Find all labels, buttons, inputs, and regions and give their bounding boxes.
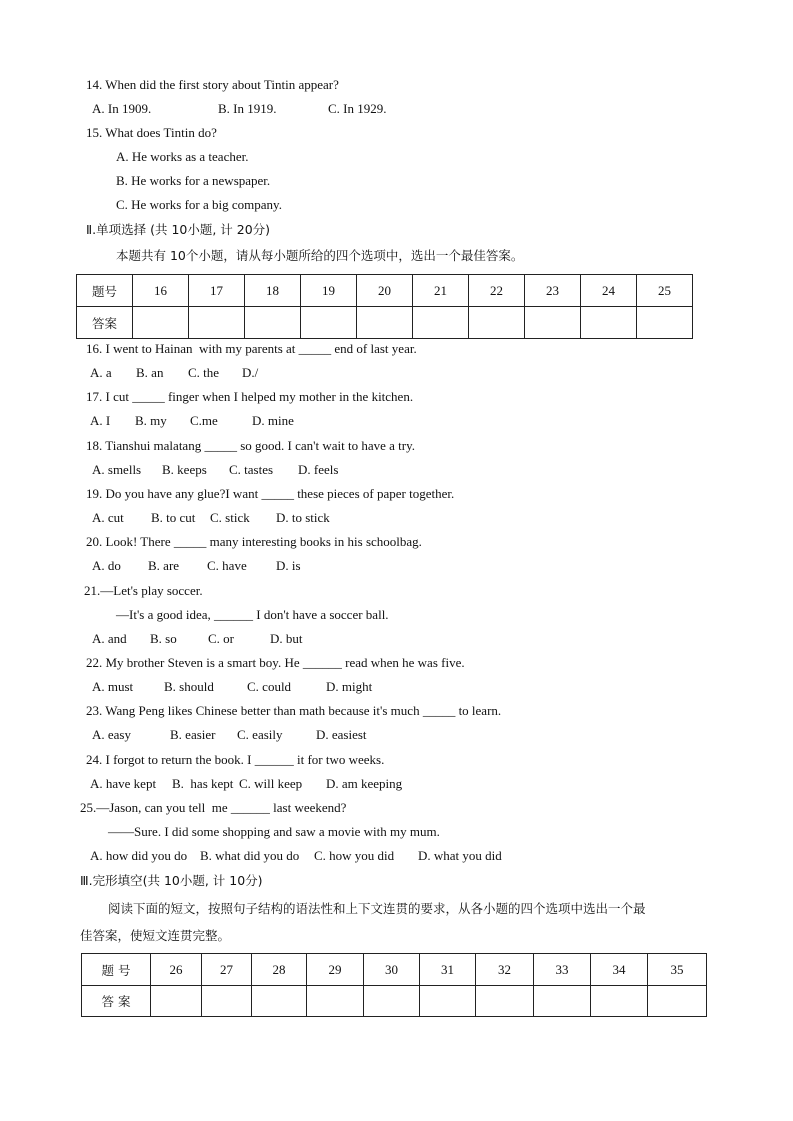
q22-option-d: D. might xyxy=(326,679,373,694)
section-3-title: Ⅲ.完形填空(共 10小题, 计 10分) xyxy=(80,873,263,888)
question-24: 24. I forgot to return the book. I ______ it for two weeks. xyxy=(86,752,385,767)
table1-number: 23 xyxy=(525,275,581,307)
answer-cell[interactable] xyxy=(151,986,202,1017)
q19-option-d: D. to stick xyxy=(276,510,330,525)
table2-number: 27 xyxy=(202,954,252,986)
question-16: 16. I went to Hainan with my parents at _____ end of last year. xyxy=(86,341,417,356)
section-2-title: Ⅱ.单项选择 (共 10小题, 计 20分) xyxy=(86,222,271,237)
table1-number: 24 xyxy=(581,275,637,307)
table2-number: 32 xyxy=(476,954,534,986)
table1-header-label: 题号 xyxy=(77,275,133,307)
answer-cell[interactable] xyxy=(534,986,591,1017)
q22-option-b: B. should xyxy=(164,679,214,694)
table2-number: 28 xyxy=(252,954,307,986)
table1-number: 22 xyxy=(469,275,525,307)
q16-option-c: C. the xyxy=(188,365,220,380)
table2-number: 29 xyxy=(307,954,364,986)
q15-option-a: A. He works as a teacher. xyxy=(116,149,249,164)
answer-cell[interactable] xyxy=(637,307,693,339)
answer-cell[interactable] xyxy=(202,986,252,1017)
q20-option-a: A. do xyxy=(92,558,121,573)
q22-option-c: C. could xyxy=(247,679,292,694)
question-20: 20. Look! There _____ many interesting books in his schoolbag. xyxy=(86,534,422,549)
q24-option-d: D. am keeping xyxy=(326,776,403,791)
answer-cell[interactable] xyxy=(189,307,245,339)
table1-number: 21 xyxy=(413,275,469,307)
table1-number: 18 xyxy=(245,275,301,307)
q25-option-d: D. what you did xyxy=(418,848,502,863)
q24-option-b: B. has kept xyxy=(172,776,234,791)
table1-number: 20 xyxy=(357,275,413,307)
q25-option-b: B. what did you do xyxy=(200,848,300,863)
q16-option-a: A. a xyxy=(90,365,112,380)
question-25: 25.—Jason, can you tell me ______ last weekend? xyxy=(80,800,347,815)
q15-option-c: C. He works for a big company. xyxy=(116,197,282,212)
answer-cell[interactable] xyxy=(357,307,413,339)
q19-option-c: C. stick xyxy=(210,510,250,525)
question-18: 18. Tianshui malatang _____ so good. I can't wait to have a try. xyxy=(86,438,415,453)
table2-number: 26 xyxy=(151,954,202,986)
q14-option-a: A. In 1909. xyxy=(92,101,152,116)
question-23: 23. Wang Peng likes Chinese better than math because it's much _____ to learn. xyxy=(86,703,502,718)
q18-option-c: C. tastes xyxy=(229,462,274,477)
table1-number: 19 xyxy=(301,275,357,307)
question-25-reply: ——Sure. I did some shopping and saw a movie with my mum. xyxy=(108,824,440,839)
answer-cell[interactable] xyxy=(252,986,307,1017)
table2-header-label: 题 号 xyxy=(82,954,151,986)
section-3-instruction-line2: 佳答案，使短文连贯完整。 xyxy=(80,928,231,943)
q15-option-b: B. He works for a newspaper. xyxy=(116,173,271,188)
q22-option-a: A. must xyxy=(92,679,134,694)
table1-number: 16 xyxy=(133,275,189,307)
table1-answer-label: 答案 xyxy=(77,307,133,339)
question-14: 14. When did the first story about Tintin appear? xyxy=(86,77,339,92)
q18-option-a: A. smells xyxy=(92,462,142,477)
answer-cell[interactable] xyxy=(133,307,189,339)
answer-table-2 xyxy=(81,953,707,1017)
section-3-instruction-line1: 阅读下面的短文，按照句子结构的语法性和上下文连贯的要求，从各小题的四个选项中选出一个最 xyxy=(108,901,646,916)
q23-option-b: B. easier xyxy=(170,727,216,742)
q14-option-c: C. In 1929. xyxy=(328,101,387,116)
q16-option-b: B. an xyxy=(136,365,164,380)
question-19: 19. Do you have any glue?I want _____ these pieces of paper together. xyxy=(86,486,455,501)
q16-option-d: D./ xyxy=(242,365,259,380)
answer-cell[interactable] xyxy=(364,986,420,1017)
q23-option-c: C. easily xyxy=(237,727,283,742)
question-17: 17. I cut _____ finger when I helped my mother in the kitchen. xyxy=(86,389,414,404)
q14-option-b: B. In 1919. xyxy=(218,101,277,116)
answer-cell[interactable] xyxy=(581,307,637,339)
q18-option-d: D. feels xyxy=(298,462,339,477)
q20-option-c: C. have xyxy=(207,558,247,573)
answer-cell[interactable] xyxy=(420,986,476,1017)
answer-cell[interactable] xyxy=(525,307,581,339)
table2-number: 33 xyxy=(534,954,591,986)
q21-option-a: A. and xyxy=(92,631,127,646)
q19-option-a: A. cut xyxy=(92,510,124,525)
answer-cell[interactable] xyxy=(413,307,469,339)
q25-option-a: A. how did you do xyxy=(90,848,188,863)
q20-option-d: D. is xyxy=(276,558,301,573)
q19-option-b: B. to cut xyxy=(151,510,196,525)
table1-number: 17 xyxy=(189,275,245,307)
q17-option-d: D. mine xyxy=(252,413,294,428)
answer-cell[interactable] xyxy=(301,307,357,339)
q24-option-c: C. will keep xyxy=(239,776,303,791)
answer-cell[interactable] xyxy=(307,986,364,1017)
question-22: 22. My brother Steven is a smart boy. He ______ read when he was five. xyxy=(86,655,465,670)
answer-cell[interactable] xyxy=(591,986,648,1017)
q17-option-a: A. I xyxy=(90,413,111,428)
q18-option-b: B. keeps xyxy=(162,462,207,477)
answer-cell[interactable] xyxy=(476,986,534,1017)
table2-number: 35 xyxy=(648,954,707,986)
question-15: 15. What does Tintin do? xyxy=(86,125,217,140)
q17-option-c: C.me xyxy=(190,413,218,428)
answer-cell[interactable] xyxy=(245,307,301,339)
table2-number: 31 xyxy=(420,954,476,986)
q24-option-a: A. have kept xyxy=(90,776,157,791)
q17-option-b: B. my xyxy=(135,413,167,428)
table2-number: 34 xyxy=(591,954,648,986)
answer-cell[interactable] xyxy=(648,986,707,1017)
q21-option-b: B. so xyxy=(150,631,177,646)
table1-number: 25 xyxy=(637,275,693,307)
question-21: 21.—Let's play soccer. xyxy=(84,583,203,598)
q25-option-c: C. how you did xyxy=(314,848,395,863)
table2-number: 30 xyxy=(364,954,420,986)
q21-option-c: C. or xyxy=(208,631,234,646)
question-21-reply: —It's a good idea, ______ I don't have a soccer ball. xyxy=(116,607,389,622)
table2-answer-label: 答 案 xyxy=(82,986,151,1017)
section-2-instruction: 本题共有 10个小题，请从每小题所给的四个选项中，选出一个最佳答案。 xyxy=(116,248,524,263)
q21-option-d: D. but xyxy=(270,631,303,646)
answer-cell[interactable] xyxy=(469,307,525,339)
q23-option-a: A. easy xyxy=(92,727,131,742)
q20-option-b: B. are xyxy=(148,558,180,573)
q23-option-d: D. easiest xyxy=(316,727,367,742)
answer-table-1 xyxy=(76,274,693,339)
